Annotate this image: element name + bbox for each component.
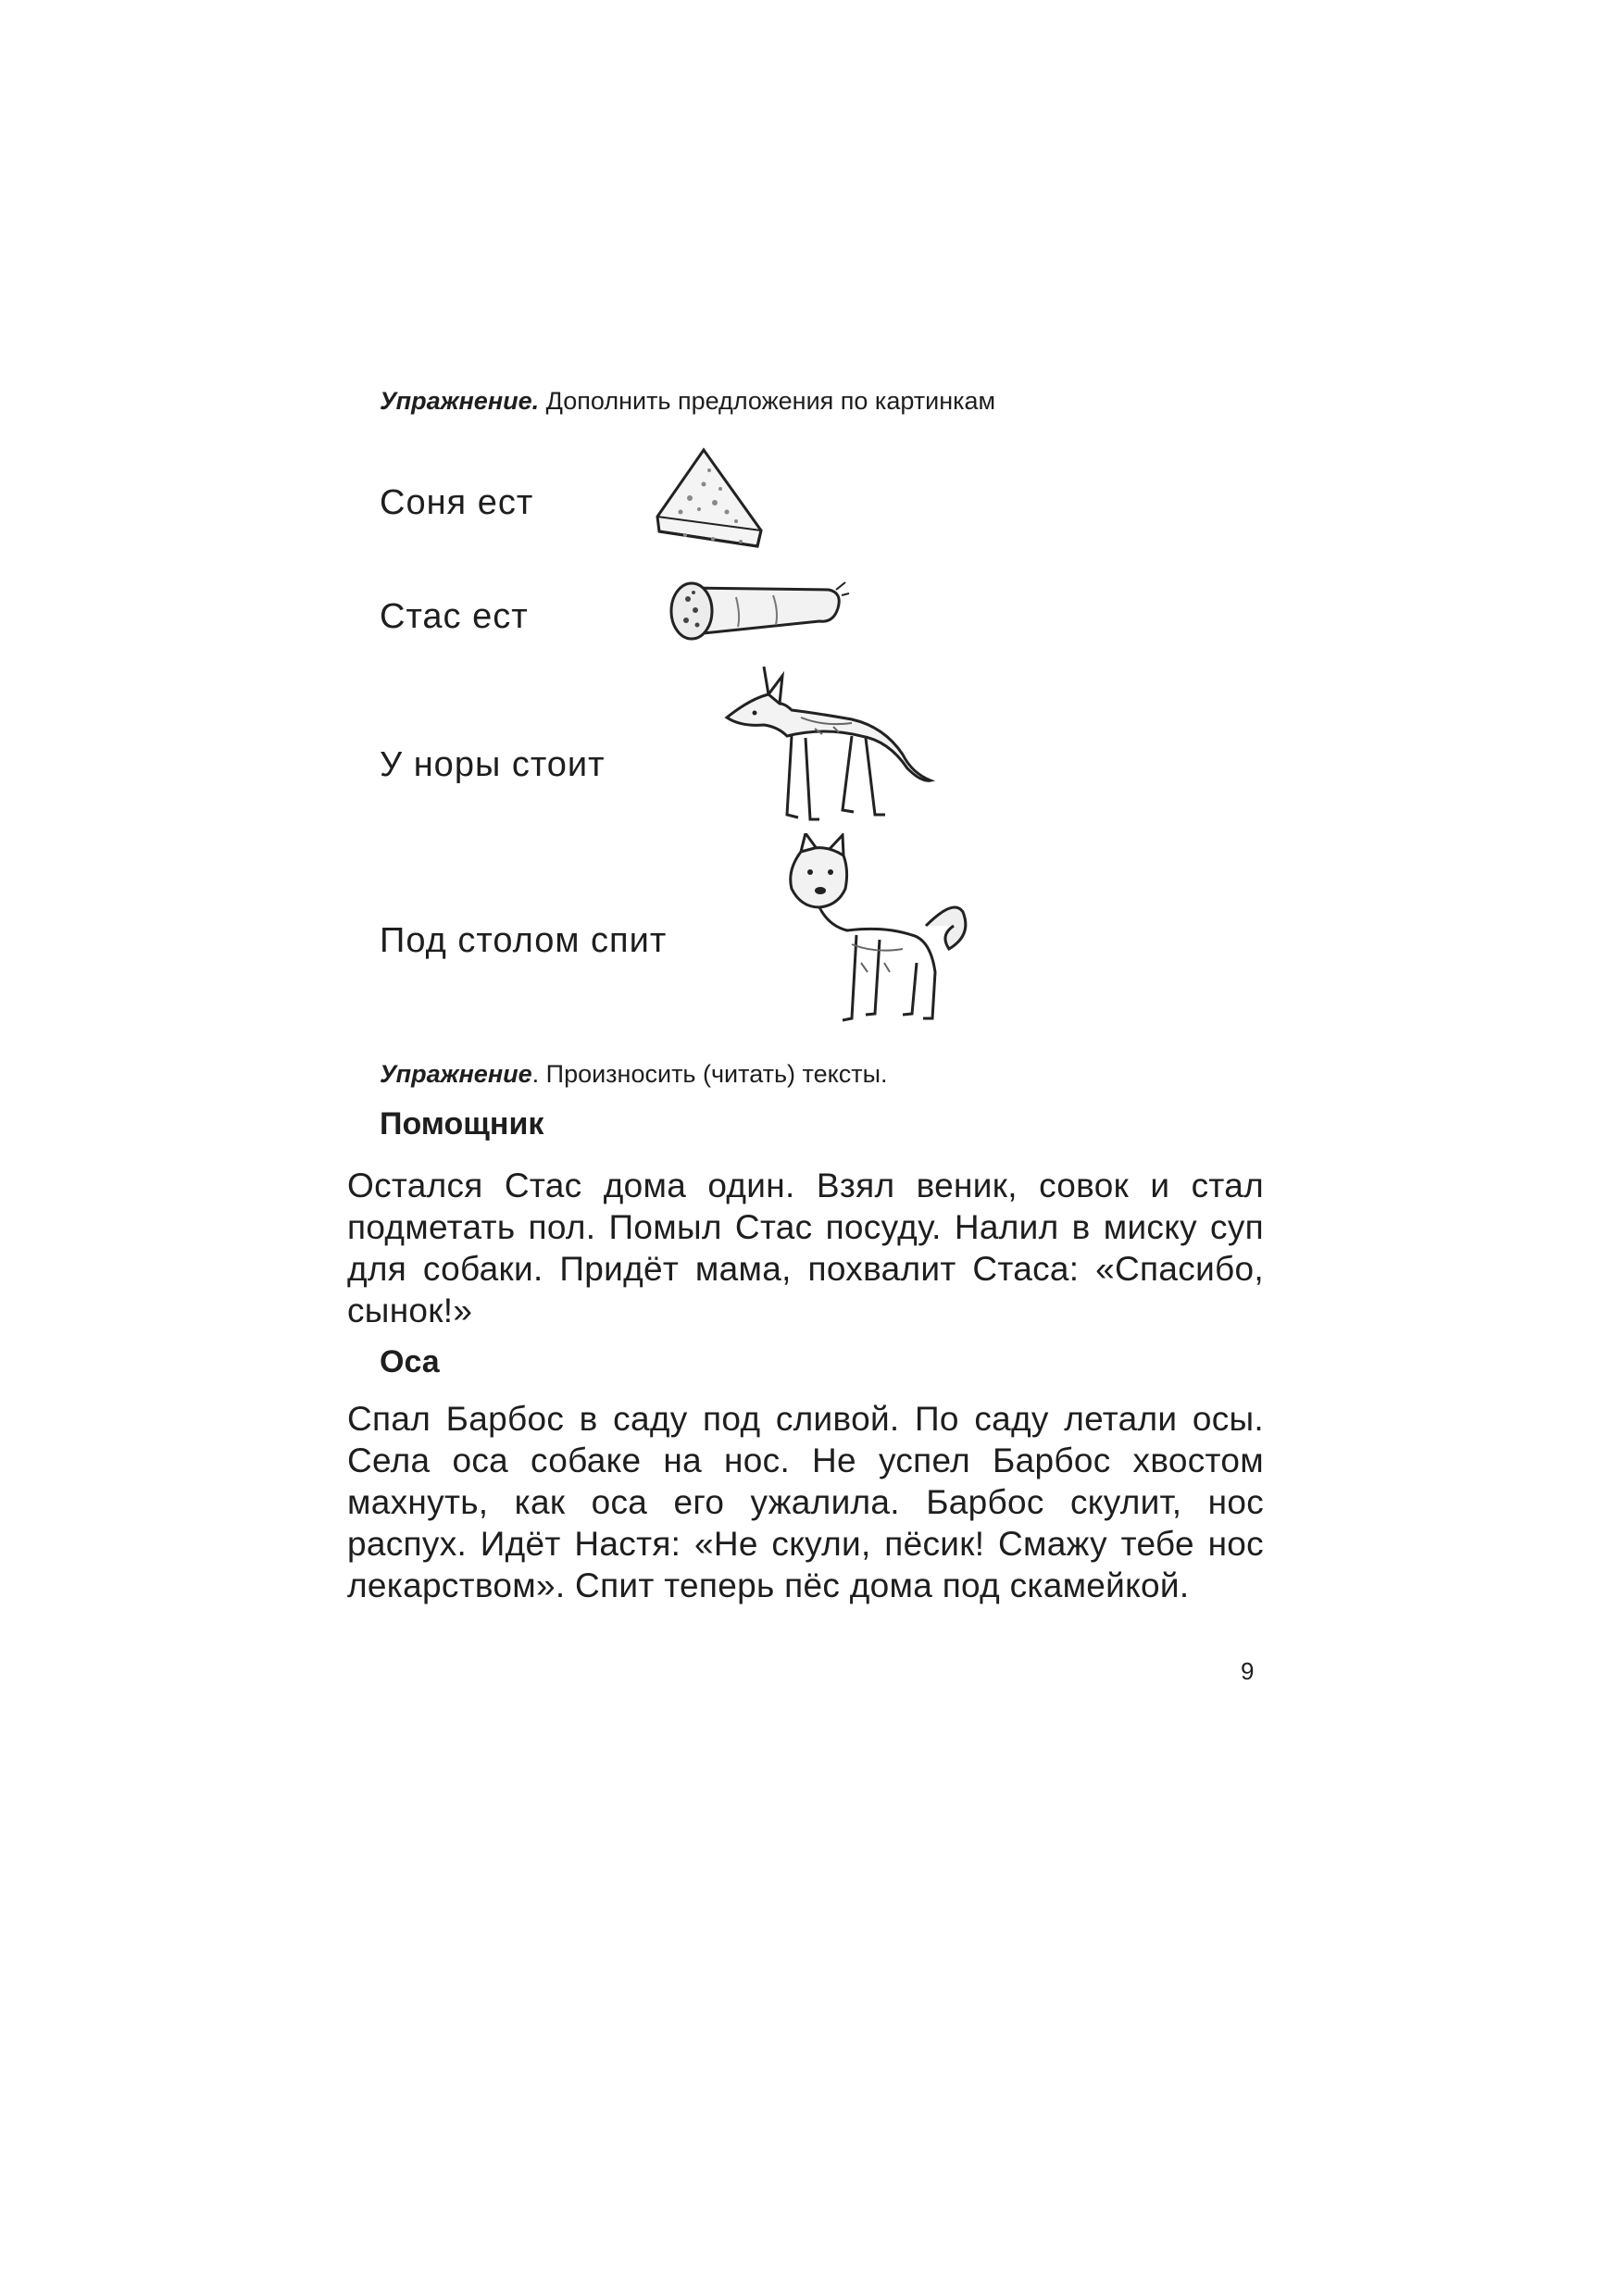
exercise-1-heading: Упражнение. Дополнить предложения по картинкам (380, 387, 996, 415)
story-1-title: Помощник (380, 1106, 544, 1142)
exercise-2-heading: Упражнение. Произносить (читать) тексты. (380, 1060, 888, 1088)
sentence-1: Соня ест (380, 483, 534, 522)
sentence-3: У норы стоит (380, 745, 606, 784)
exercise-2-instruction: Произносить (читать) тексты. (545, 1060, 888, 1088)
sentence-2: Стас ест (380, 597, 529, 636)
story-1-text: Остался Стас дома один. Взял веник, совок и стал подметать пол. Помыл Стас посуду. Налил в миску суп для собаки. Придёт мама, похвалит Стаса: «Спасибо, сынок!» (347, 1167, 1264, 1329)
fox-icon (713, 662, 935, 829)
sentence-4: Под столом спит (380, 921, 668, 960)
exercise-1-label: Упражнение (380, 387, 532, 415)
sausage-icon (653, 569, 852, 653)
story-2-title: Оса (380, 1344, 440, 1379)
dog-icon (764, 833, 977, 1028)
exercise-2-label: Упражнение (380, 1060, 532, 1088)
cheese-icon (648, 443, 768, 554)
page-number: 9 (1241, 1657, 1255, 1685)
exercise-1-instruction: Дополнить предложения по картинкам (545, 387, 996, 415)
story-2-text: Спал Барбос в саду под сливой. По саду летали осы. Села оса собаке на нос. Не успел Барбос хвостом махнуть, как оса его ужалила. Барбос скулит, нос распух. Идёт Настя: «Не скули, пёсик! Смажу тебе нос лекарством». Спит теперь пёс дома под скамейкой. (347, 1400, 1264, 1604)
